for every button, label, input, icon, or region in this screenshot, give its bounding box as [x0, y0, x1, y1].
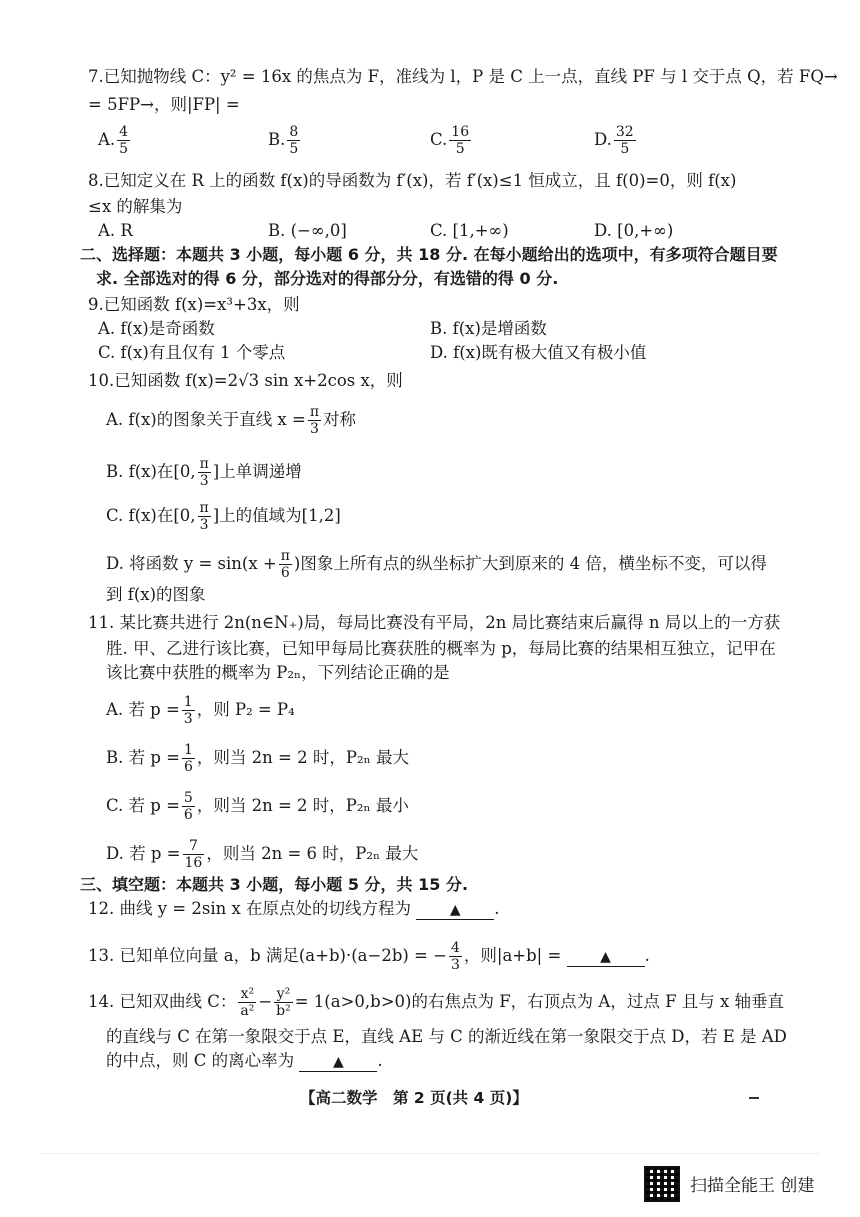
q10-option-c: C. f(x)在[0, $\frac{\pi}{3}$ ]上的值域为[1,2] — [106, 500, 341, 533]
section2-heading-line1: 二、选择题：本题共 3 小题，每小题 6 分，共 18 分. 在每小题给出的选项中，有多项符合题目要 — [80, 245, 778, 264]
q10-option-d-line2: 到 f(x)的图象 — [106, 585, 206, 604]
q8-option-c: C. [1,+∞) — [430, 221, 509, 240]
q8-line1: 8.已知定义在 R 上的函数 f(x)的导函数为 f′(x)，若 f′(x)≤1 恒成立，且 f(0)=0，则 f(x) — [88, 171, 737, 190]
q14-line2: 的直线与 C 在第一象限交于点 E，直线 AE 与 C 的渐近线在第一象限交于点 D，若 E 是 AD — [106, 1027, 787, 1046]
q8-option-a: A. R — [98, 221, 133, 240]
q13-answer-blank[interactable]: ▲ — [567, 948, 645, 967]
section3-heading: 三、填空题：本题共 3 小题，每小题 5 分，共 15 分. — [80, 875, 469, 894]
q13-line: 13. 已知单位向量 a，b 满足(a+b)·(a−2b) = − $\frac{4}{3}$ ，则|a+b| = ▲ . — [88, 940, 650, 973]
q11-line2: 胜. 甲、乙进行该比赛，已知甲每局比赛获胜的概率为 p，每局比赛的结果相互独立，记甲在 — [106, 639, 776, 658]
q12-line: 12. 曲线 y = 2sin x 在原点处的切线方程为 ▲ . — [88, 899, 500, 918]
q9-stem: 9.已知函数 f(x)=x³+3x，则 — [88, 295, 300, 314]
q9-option-b: B. f(x)是增函数 — [430, 319, 547, 338]
q7-line1: 7.已知抛物线 C：y² = 16x 的焦点为 F，准线为 l，P 是 C 上一点，直线 PF 与 l 交于点 Q，若 FQ→ — [88, 67, 838, 86]
q11-line1: 11. 某比赛共进行 2n(n∈N₊)局，每局比赛没有平局，2n 局比赛结束后赢得 n 局以上的一方获 — [88, 613, 781, 632]
q8-option-b: B. (−∞,0] — [268, 221, 347, 240]
scanner-watermark: 扫描全能王 创建 — [690, 1176, 815, 1196]
q14-answer-blank[interactable]: ▲ — [299, 1053, 377, 1072]
q11-line3: 该比赛中获胜的概率为 P₂ₙ，下列结论正确的是 — [106, 663, 450, 682]
stray-mark — [749, 1097, 759, 1099]
q8-option-d: D. [0,+∞) — [594, 221, 674, 240]
q8-line2: ≤x 的解集为 — [88, 197, 183, 216]
section2-heading-line2: 求. 全部选对的得 6 分，部分选对的得部分分，有选错的得 0 分. — [96, 269, 559, 288]
q12-answer-blank[interactable]: ▲ — [416, 901, 494, 920]
q11-option-a: A. 若 p = $\frac{1}{3}$ ，则 P₂ = P₄ — [106, 694, 295, 727]
q7-option-d: D. $\frac{32}{5}$ — [594, 124, 634, 157]
page-divider — [40, 1153, 820, 1154]
q7-option-c: C. $\frac{16}{5}$ — [430, 124, 470, 157]
q10-option-b: B. f(x)在[0, $\frac{\pi}{3}$ ]上单调递增 — [106, 456, 302, 489]
qr-code-icon — [644, 1166, 680, 1202]
q7-option-b: B. $\frac{8}{5}$ — [268, 124, 299, 157]
q14-line3: 的中点，则 C 的离心率为 ▲ . — [106, 1051, 383, 1070]
q7-line2: = 5FP→，则|FP| = — [88, 95, 240, 114]
q9-option-a: A. f(x)是奇函数 — [98, 319, 215, 338]
q11-option-c: C. 若 p = $\frac{5}{6}$ ，则当 2n = 2 时，P₂ₙ 最小 — [106, 790, 409, 823]
q9-option-c: C. f(x)有且仅有 1 个零点 — [98, 343, 286, 362]
q10-stem: 10.已知函数 f(x)=2√3 sin x+2cos x，则 — [88, 371, 403, 390]
q10-option-a: A. f(x)的图象关于直线 x = $\frac{\pi}{3}$ 对称 — [106, 404, 357, 437]
q11-option-d: D. 若 p = $\frac{7}{16}$ ，则当 2n = 6 时，P₂ₙ 最大 — [106, 838, 419, 871]
q9-option-d: D. f(x)既有极大值又有极小值 — [430, 343, 647, 362]
q11-option-b: B. 若 p = $\frac{1}{6}$ ，则当 2n = 2 时，P₂ₙ 最大 — [106, 742, 409, 775]
page-footer: 【高二数学 第 2 页(共 4 页)】 — [300, 1089, 528, 1107]
q7-option-a: A. $\frac{4}{5}$ — [98, 124, 129, 157]
q14-line1: 14. 已知双曲线 C： $\frac{\text{x²}}{\text{a²}}$ − $\frac{\text{y²}}{\text{b²}}$ = 1(a>0,b>0)的右焦点为 F，右顶点为 A，过点 F 且与 x 轴垂直 — [88, 986, 785, 1019]
q10-option-d: D. 将函数 y = sin(x + $\frac{\pi}{6}$ )图象上所有点的纵坐标扩大到原来的 4 倍，横坐标不变，可以得 — [106, 548, 767, 581]
